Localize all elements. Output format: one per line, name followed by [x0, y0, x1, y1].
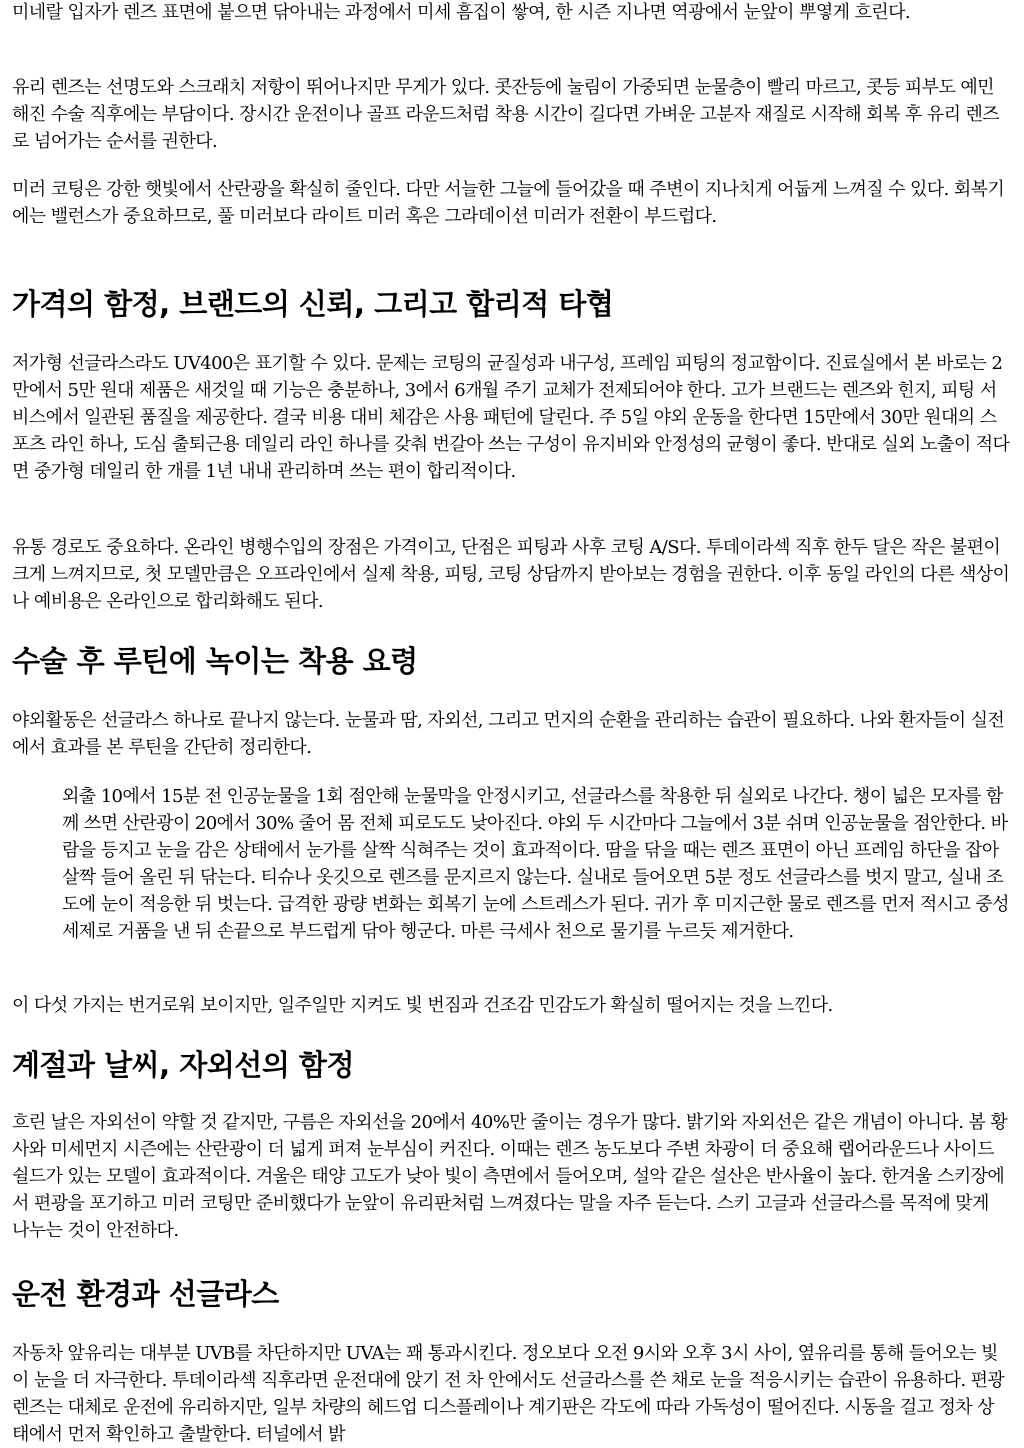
heading-price-trap: 가격의 함정, 브랜드의 신뢰, 그리고 합리적 타협 [12, 287, 614, 321]
paragraph-mineral-scratches: 미네랄 입자가 렌즈 표면에 붙으면 닦아내는 과정에서 미세 흠집이 쌓여, 한 시즌 지나면 역광에서 눈앞이 뿌옇게 흐린다. [12, 2, 911, 23]
heading-driving-environment: 운전 환경과 선글라스 [12, 1277, 279, 1311]
heading-post-surgery-routine: 수술 후 루틴에 녹이는 착용 요령 [12, 644, 418, 678]
paragraph-routine-outro: 이 다섯 가지는 번거로워 보이지만, 일주일만 지켜도 빛 번짐과 건조감 민감도가 확실히 떨어지는 것을 느낀다. [12, 995, 833, 1016]
paragraph-routine-intro: 야외활동은 선글라스 하나로 끝나지 않는다. 눈물과 땀, 자외선, 그리고 먼지의 순환을 관리하는 습관이 필요하다. 나와 환자들이 실전에서 효과를 본 루틴을 간단히 정리한다. [12, 710, 1005, 758]
paragraph-cheap-sunglasses: 저가형 선글라스라도 UV400은 표기할 수 있다. 문제는 코팅의 균질성과 내구성, 프레임 피팅의 정교함이다. 진료실에서 본 바로는 2만에서 5만 원대 제품은 새것일 때 기능은 충분하나, 3에서 6개월 주기 교체가 전제되어야 한다. 고가 브랜드는 렌즈와 힌지, 피팅 서비스에서 일관된 품질을 제공한다. 결국 비용 대비 체감은 사용 패턴에 달린다. 주 5일 야외 운동을 한다면 15만에서 30만 원대의 스포츠 라인 하나, 도심 출퇴근용 데일리 라인 하나를 갖춰 번갈아 쓰는 구성이 유지비와 안정성의 균형이 좋다. 반대로 실외 노출이 적다면 중가형 데일리 한 개를 1년 내내 관리하며 쓰는 편이 합리적이다. [12, 353, 1010, 482]
heading-season-weather: 계절과 날씨, 자외선의 함정 [12, 1048, 354, 1082]
paragraph-glass-lens: 유리 렌즈는 선명도와 스크래치 저항이 뛰어나지만 무게가 있다. 콧잔등에 눌림이 가중되면 눈물층이 빨리 마르고, 콧등 피부도 예민해진 수술 직후에는 부담이다. 장시간 운전이나 골프 라운드처럼 착용 시간이 길다면 가벼운 고분자 재질로 시작해 회복 후 유리 렌즈로 넘어가는 순서를 권한다. [12, 77, 1000, 152]
paragraph-season-uv: 흐린 날은 자외선이 약할 것 같지만, 구름은 자외선을 20에서 40%만 줄이는 경우가 많다. 밝기와 자외선은 같은 개념이 아니다. 봄 황사와 미세먼지 시즌에는 산란광이 더 넓게 퍼져 눈부심이 커진다. 이때는 렌즈 농도보다 주변 차광이 더 중요해 랩어라운드나 사이드 쉴드가 있는 모델이 효과적이다. 겨울은 태양 고도가 낮아 빛이 측면에서 들어오며, 설악 같은 설산은 반사율이 높다. 한겨울 스키장에서 편광을 포기하고 미러 코팅만 준비했다가 눈앞이 유리판처럼 느껴졌다는 말을 자주 듣는다. 스키 고글과 선글라스를 목적에 맞게 나누는 것이 안전하다. [12, 1112, 1008, 1241]
paragraph-mirror-coating: 미러 코팅은 강한 햇빛에서 산란광을 확실히 줄인다. 다만 서늘한 그늘에 들어갔을 때 주변이 지나치게 어둡게 느껴질 수 있다. 회복기에는 밸런스가 중요하므로, 풀 미러보다 라이트 미러 혹은 그라데이션 미러가 전환이 부드럽다. [12, 179, 1005, 227]
blockquote-routine-steps: 외출 10에서 15분 전 인공눈물을 1회 점안해 눈물막을 안정시키고, 선글라스를 착용한 뒤 실외로 나간다. 챙이 넓은 모자를 함께 쓰면 산란광이 20에서 30% 줄어 몸 전체 피로도도 낮아진다. 야외 두 시간마다 그늘에서 3분 쉬며 인공눈물을 점안한다. 바람을 등지고 눈을 감은 상태에서 눈가를 살짝 식혀주는 것이 효과적이다. 땀을 닦을 때는 렌즈 표면이 아닌 프레임 하단을 잡아 살짝 들어 올린 뒤 닦는다. 티슈나 옷깃으로 렌즈를 문지르지 않는다. 실내로 들어오면 5분 정도 선글라스를 벗지 말고, 실내 조도에 눈이 적응한 뒤 벗는다. 급격한 광량 변화는 회복기 눈에 스트레스가 된다. 귀가 후 미지근한 물로 렌즈를 먼저 적시고 중성 세제로 거품을 낸 뒤 손끝으로 부드럽게 닦아 헹군다. 마른 극세사 천으로 물기를 누르듯 제거한다. [62, 786, 1009, 942]
paragraph-distribution-channel: 유통 경로도 중요하다. 온라인 병행수입의 장점은 가격이고, 단점은 피팅과 사후 코팅 A/S다. 투데이라섹 직후 한두 달은 작은 불편이 크게 느껴지므로, 첫 모델만큼은 오프라인에서 실제 착용, 피팅, 코팅 상담까지 받아보는 경험을 권한다. 이후 동일 라인의 다른 색상이나 예비용은 온라인으로 합리화해도 된다. [12, 537, 1010, 612]
paragraph-driving: 자동차 앞유리는 대부분 UVB를 차단하지만 UVA는 꽤 통과시킨다. 정오보다 오전 9시와 오후 3시 사이, 옆유리를 통해 들어오는 빛이 눈을 더 자극한다. 투데이라섹 직후라면 운전대에 앉기 전 차 안에서도 선글라스를 쓴 채로 눈을 적응시키는 습관이 유용하다. 편광 렌즈는 대체로 운전에 유리하지만, 일부 차량의 헤드업 디스플레이나 계기판은 각도에 따라 가독성이 떨어진다. 시동을 걸고 정차 상태에서 먼저 확인하고 출발한다. 터널에서 밝 [12, 1343, 1005, 1445]
